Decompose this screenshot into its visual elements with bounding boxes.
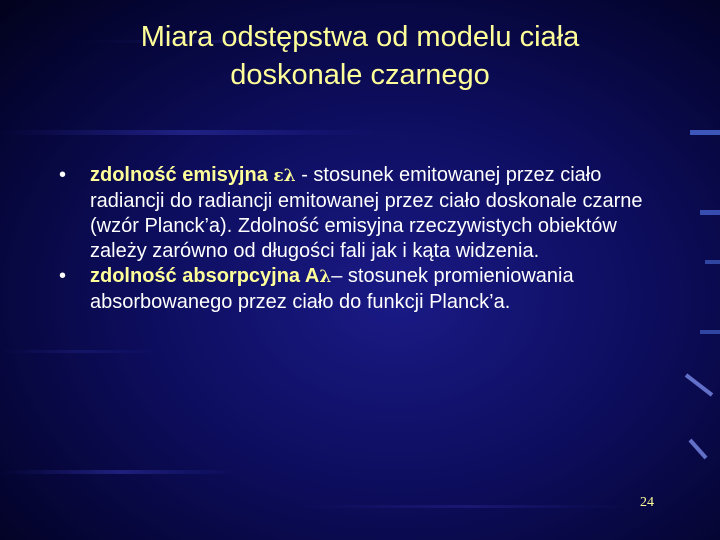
page-number: 24 <box>640 495 654 510</box>
definition-absorptivity: – stosunek promieniowania absorbowanego przez ciało do funkcji Planck’a. <box>90 265 574 313</box>
bullet-dot-icon: • <box>59 265 67 287</box>
slide-title: Miara odstępstwa od modelu ciała doskonale czarnego <box>140 21 580 91</box>
bullet-emissivity <box>56 163 676 264</box>
bullet-dot-icon: • <box>59 164 67 186</box>
definition-emissivity: - stosunek emitowanej przez ciało radiancji do radiancji emitowanej przez ciało doskonale czarne (wzór Planck’a). Zdolność emisyjna rzeczywistych obiektów zależy zarówno od długości fali jak i kąta widzenia. <box>90 164 643 262</box>
bullet-list <box>56 163 676 315</box>
bullet-absorptivity <box>56 264 676 315</box>
term-absorptivity: zdolność absorpcyjna A <box>90 265 320 287</box>
symbol-emissivity: ελ <box>273 166 296 186</box>
term-emissivity: zdolność emisyjna <box>90 164 274 186</box>
symbol-absorptivity: λ <box>319 267 332 287</box>
